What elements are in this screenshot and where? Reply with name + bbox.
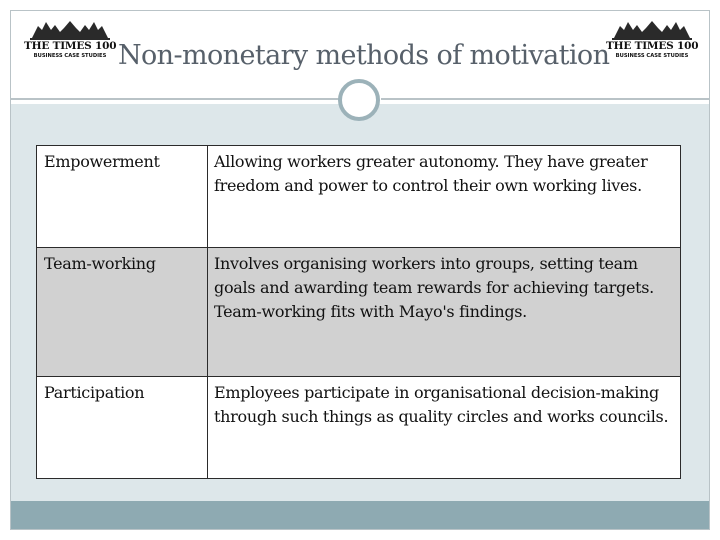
crest-icon bbox=[606, 18, 698, 40]
method-description: Employees participate in organisational decision-making through such things as quality circles and works councils. bbox=[208, 377, 681, 479]
crest-icon bbox=[24, 18, 116, 40]
table-row bbox=[37, 248, 681, 377]
method-term: Empowerment bbox=[37, 146, 208, 248]
slide-footer-bar bbox=[11, 501, 709, 529]
logo-brand-text: THE TIMES 100 bbox=[24, 40, 117, 52]
times-100-logo-right bbox=[606, 18, 698, 66]
motivation-methods-table bbox=[36, 145, 681, 479]
logo-brand-text: THE TIMES 100 bbox=[606, 40, 699, 52]
logo-sub-text: BUSINESS CASE STUDIES bbox=[33, 53, 107, 59]
table-row bbox=[37, 146, 681, 248]
method-term: Team-working bbox=[37, 248, 208, 377]
logo-sub-text: BUSINESS CASE STUDIES bbox=[615, 53, 689, 59]
slide-title: Non-monetary methods of motivation bbox=[118, 40, 610, 71]
method-description: Involves organising workers into groups, setting team goals and awarding team rewards for achieving targets. Team-working fits with Mayo's findings. bbox=[208, 248, 681, 377]
divider-circle-icon bbox=[338, 79, 380, 121]
times-100-logo-left bbox=[24, 18, 116, 66]
table-row bbox=[37, 377, 681, 479]
header-divider-left bbox=[11, 98, 341, 100]
method-description: Allowing workers greater autonomy. They have greater freedom and power to control their own working lives. bbox=[208, 146, 681, 248]
method-term: Participation bbox=[37, 377, 208, 479]
header-divider-right bbox=[381, 98, 709, 100]
